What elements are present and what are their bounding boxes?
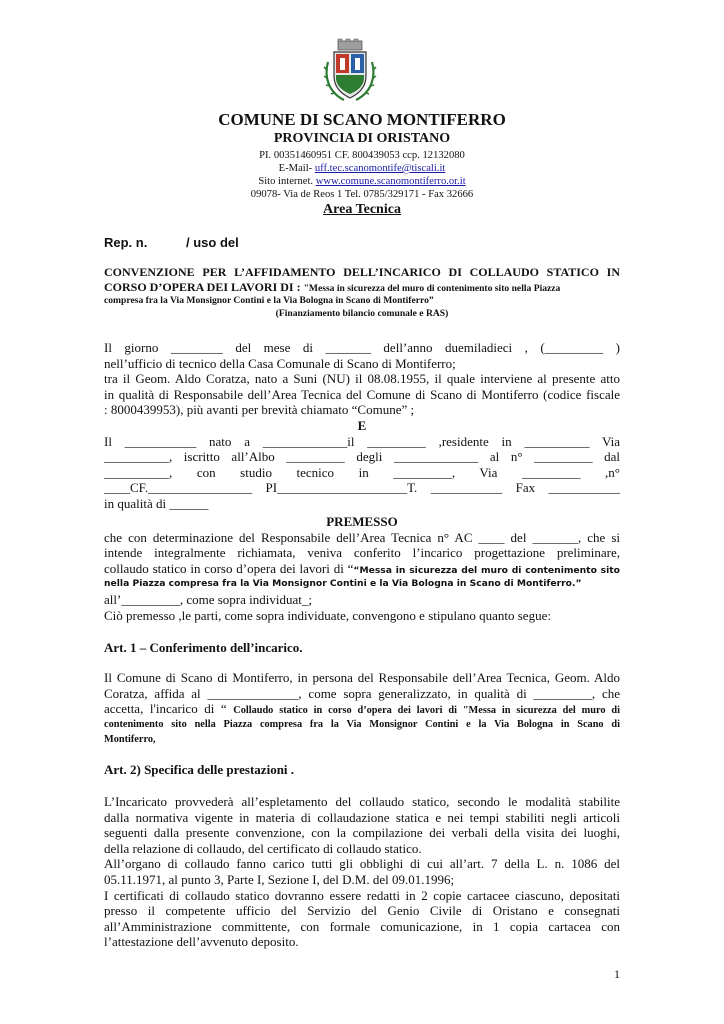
parties-line: : 8000439953), più avanti per brevità chiamato “Comune” ;	[104, 402, 415, 418]
article-1-line-part: accetta, l'incarico di “	[104, 701, 234, 717]
department-title: Area Tecnica	[323, 202, 401, 217]
website-link[interactable]: www.comune.scanomontiferro.or.it	[315, 176, 466, 187]
parties-line: tra il Geom. Aldo Coratza, nato a Suni (NU) il 08.08.1955, il quale interviene al presente atto	[104, 371, 620, 387]
article-2-line: dalla normativa vigente in materia di collaudazione statica e nei tempi stabiliti negli articoli	[104, 809, 620, 825]
premesso-line: Ciò premesso ,le parti, come sopra individuate, convengono e stipulano quanto segue:	[104, 607, 551, 623]
parties-conjunction: E	[357, 417, 367, 433]
parties-line: nell’ufficio di tecnico della Casa Comunale di Scano di Montiferro;	[104, 355, 456, 371]
website-label: Sito internet.	[258, 176, 316, 187]
parties-line: in qualità di Responsabile dell’Area Tecnica del Comune di Scano di Montiferro (codice fiscale	[104, 386, 620, 402]
article-1-object: contenimento sito nella Piazza compresa fra la Via Monsignor Contini e la Via Bologna in Scano di	[104, 718, 620, 730]
rep-number-label: Rep. n.	[104, 235, 148, 250]
convention-title-line-1: CONVENZIONE PER L’AFFIDAMENTO DELL’INCARICO DI COLLAUDO STATICO IN	[104, 265, 620, 279]
municipality-name: COMUNE DI SCANO MONTIFERRO	[218, 110, 506, 129]
convention-title-line-3: compresa fra la Via Monsignor Contini e la Via Bologna in Scano di Montiferro”	[104, 295, 434, 306]
parties-line: in qualità di ______	[104, 495, 209, 511]
website-line	[104, 175, 620, 188]
article-2-line: All’organo di collaudo fanno carico tutti gli obblighi di cui all’art. 7 della L. n. 1086 del	[104, 856, 620, 872]
page-number: 1	[614, 967, 620, 981]
parties-line: Il ___________ nato a _____________il _________ ,residente in __________ Via	[104, 433, 620, 449]
article-1-body	[104, 670, 620, 748]
article-2-line: 05.11.1971, al punto 3, Parte I, Sezione I, del D.M. del 09.01.1996;	[104, 871, 455, 887]
email-link[interactable]: uff.tec.scanomontife@tiscali.it	[314, 163, 446, 174]
email-label: E-Mail-	[278, 163, 315, 174]
convention-title-part: CORSO D’OPERA DEI LAVORI DI :	[104, 280, 304, 294]
article-2-line: l’attestazione dell’avvenuto deposito.	[104, 934, 299, 950]
convention-subject-part: "Messa in sicurezza del muro di contenimento sito nella Piazza	[303, 283, 561, 294]
article-2-title: Art. 2) Specifica delle prestazioni .	[104, 762, 295, 777]
article-1-object: Collaudo statico in corso d’opera dei lavori di "Messa in sicurezza del muro di	[233, 705, 620, 717]
repertory-line	[104, 235, 239, 250]
article-2-line: presso il competente ufficio del Servizio del Genio Civile di Oristano e consegnati	[104, 903, 620, 919]
premesso-line	[104, 561, 620, 577]
article-2-line: della relazione di collaudo, del certificato di collaudo statico.	[104, 840, 422, 856]
article-1-line: Il Comune di Scano di Montiferro, in persona del Responsabile dell’Area Tecnica, Geom. Aldo	[104, 670, 620, 685]
article-2-line: I certificati di collaudo statico dovranno essere redatti in 2 copie cartacee ciascuno, depositati	[104, 887, 620, 903]
article-1-line: Coratza, affida al ______________, come sopra generalizzato, in qualità di _________, che	[104, 685, 620, 701]
province-name: PROVINCIA DI ORISTANO	[273, 131, 451, 146]
premesso-project-name: “Messa in sicurezza del muro di contenimento sito	[353, 564, 620, 576]
article-1-title: Art. 1 – Conferimento dell’incarico.	[104, 640, 303, 655]
premesso-section	[104, 514, 620, 623]
parties-line: __________, iscritto all’Albo _________ degli _____________ al n° _________ dal	[104, 449, 620, 465]
parties-line: __________, con studio tecnico in _________, Via _________ ,n°	[104, 464, 620, 480]
article-1-object: Montiferro,	[104, 734, 156, 746]
convention-funding: (Finanziamento bilancio comunale e RAS)	[275, 308, 449, 319]
rep-usage-label: / uso del	[186, 235, 239, 250]
premesso-line-part: collaudo statico in corso d’opera dei lavori di “	[104, 560, 354, 576]
article-2-line: L’Incaricato provvederà all’espletamento del collaudo statico, secondo le modalità stabilite	[104, 794, 620, 809]
address-line: 09078- Via de Reos 1 Tel. 0785/329171 - Fax 32666	[250, 189, 474, 200]
parties-line: Il giorno ________ del mese di _______ dell’anno duemiladieci , (_________ )	[104, 340, 620, 355]
email-line	[104, 162, 620, 175]
parties-section	[104, 340, 620, 512]
premesso-project-name: nella Piazza compresa fra la Via Monsignor Contini e la Via Bologna in Scano di Montiferro.”	[104, 578, 582, 590]
parties-line: ____CF.________________ PI____________________T. ___________ Fax ___________	[104, 480, 620, 496]
article-1-line	[104, 701, 620, 717]
article-2-line: seguenti dalla presente convenzione, con la compilazione dei verbali della visita dei luoghi,	[104, 825, 620, 841]
premesso-line: che con determinazione del Responsabile dell’Area Tecnica n° AC ____ del _______, che si	[104, 529, 620, 545]
convention-title-line-2	[104, 280, 620, 295]
fiscal-info: PI. 00351460951 CF. 800439053 ccp. 12132080	[259, 150, 465, 161]
premesso-line: intende integralmente richiamata, veniva conferito l’incarico progettazione preliminare,	[104, 545, 620, 561]
article-2-line: all’Amministrazione committente, con formale comunicazione, in 1 copia cartacea con	[104, 918, 620, 934]
article-2-body	[104, 794, 620, 950]
premesso-line: all’_________, come sopra individuat_;	[104, 591, 312, 607]
municipal-crest-icon	[322, 38, 378, 104]
premesso-title: PREMESSO	[326, 514, 398, 529]
